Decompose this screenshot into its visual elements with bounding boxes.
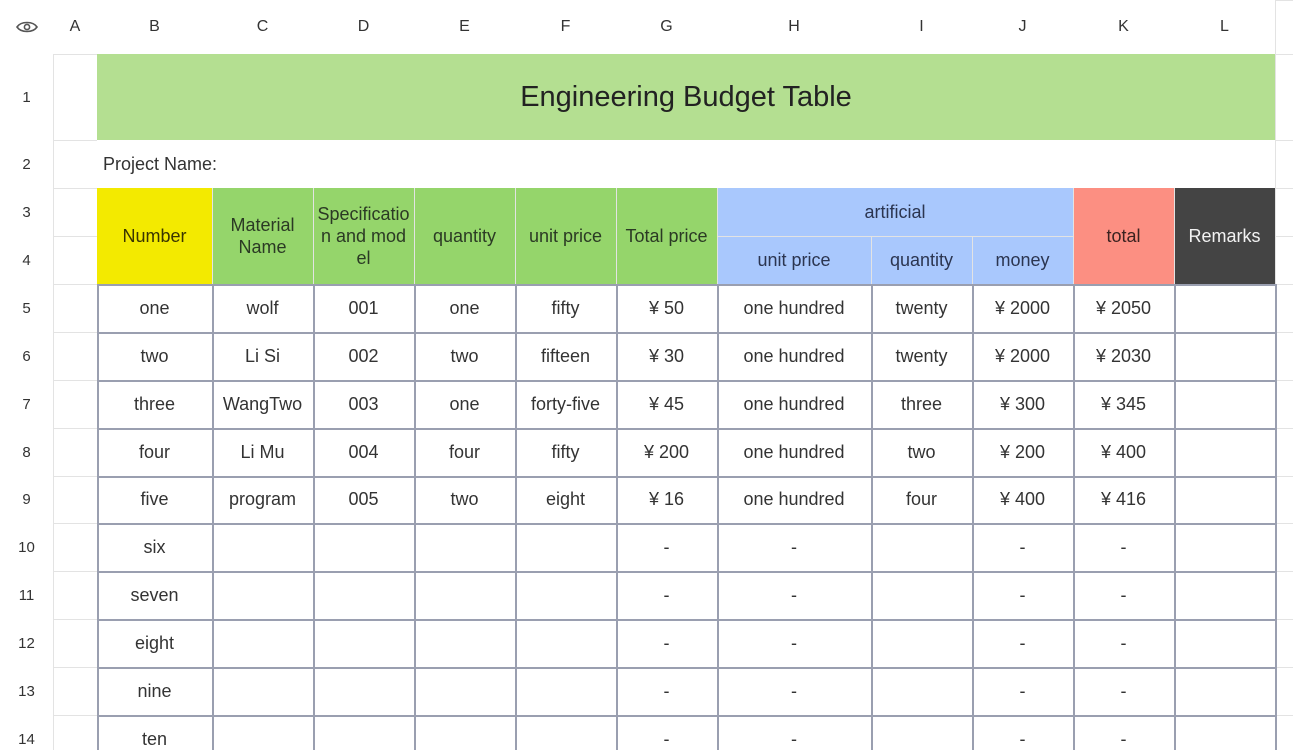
grid-line xyxy=(212,284,214,750)
table-cell[interactable]: - xyxy=(717,619,871,667)
table-cell[interactable] xyxy=(1174,523,1275,571)
table-cell[interactable]: - xyxy=(1073,571,1174,619)
column-header[interactable]: K xyxy=(1073,0,1174,54)
table-cell[interactable] xyxy=(515,523,616,571)
column-header[interactable]: J xyxy=(972,0,1073,54)
table-cell[interactable]: one hundred xyxy=(717,284,871,332)
table-cell[interactable] xyxy=(515,619,616,667)
header-art-money[interactable]: money xyxy=(972,236,1073,284)
grid-line xyxy=(97,284,1275,286)
table-cell[interactable] xyxy=(1174,571,1275,619)
table-cell[interactable]: one hundred xyxy=(717,380,871,428)
table-cell[interactable]: 005 xyxy=(313,476,414,523)
table-cell[interactable]: seven xyxy=(97,571,212,619)
table-cell[interactable]: - xyxy=(972,619,1073,667)
grid-line xyxy=(1073,188,1074,284)
grid-line xyxy=(97,284,99,750)
grid-line xyxy=(97,667,1275,669)
column-header[interactable]: I xyxy=(871,0,972,54)
grid-line xyxy=(97,571,1275,573)
table-cell[interactable]: ¥ 416 xyxy=(1073,476,1174,523)
table-cell[interactable]: four xyxy=(97,428,212,476)
table-cell[interactable]: Li Si xyxy=(212,332,313,380)
grid-line xyxy=(871,284,873,750)
column-header[interactable]: D xyxy=(313,0,414,54)
table-cell[interactable]: two xyxy=(97,332,212,380)
grid-line xyxy=(414,188,415,284)
grid-line xyxy=(1174,188,1175,284)
table-cell[interactable] xyxy=(212,523,313,571)
column-header[interactable]: H xyxy=(717,0,871,54)
grid-line xyxy=(313,284,315,750)
table-cell[interactable]: 004 xyxy=(313,428,414,476)
grid-line xyxy=(97,523,1275,525)
row-header[interactable]: 14 xyxy=(0,715,53,750)
table-cell[interactable]: one xyxy=(414,380,515,428)
table-cell[interactable] xyxy=(414,715,515,750)
table-cell[interactable]: ¥ 30 xyxy=(616,332,717,380)
header-total[interactable]: total xyxy=(1073,188,1174,284)
table-cell[interactable]: - xyxy=(616,523,717,571)
table-cell[interactable] xyxy=(212,715,313,750)
table-cell[interactable]: ¥ 16 xyxy=(616,476,717,523)
row-header[interactable]: 1 xyxy=(0,54,53,140)
grid-line xyxy=(414,284,416,750)
row-header[interactable]: 12 xyxy=(0,619,53,667)
table-cell[interactable]: 003 xyxy=(313,380,414,428)
table-cell[interactable] xyxy=(414,571,515,619)
table-cell[interactable] xyxy=(212,667,313,715)
table-cell[interactable]: one hundred xyxy=(717,476,871,523)
table-cell[interactable]: ten xyxy=(97,715,212,750)
table-cell[interactable]: three xyxy=(871,380,972,428)
header-specification[interactable]: Specification and model xyxy=(313,188,414,284)
table-cell[interactable] xyxy=(414,667,515,715)
header-number[interactable]: Number xyxy=(97,188,212,284)
grid-line xyxy=(972,236,973,284)
table-cell[interactable]: Li Mu xyxy=(212,428,313,476)
table-cell[interactable]: - xyxy=(972,523,1073,571)
grid-line xyxy=(97,380,1275,382)
table-cell[interactable] xyxy=(515,715,616,750)
table-cell[interactable]: - xyxy=(616,571,717,619)
grid-line xyxy=(515,188,516,284)
grid-line xyxy=(97,715,1275,717)
table-cell[interactable]: - xyxy=(1073,523,1174,571)
table-cell[interactable]: eight xyxy=(515,476,616,523)
table-cell[interactable]: fifteen xyxy=(515,332,616,380)
sheet-title[interactable]: Engineering Budget Table xyxy=(97,54,1275,140)
table-cell[interactable]: ¥ 2000 xyxy=(972,332,1073,380)
table-cell[interactable]: - xyxy=(717,571,871,619)
table-cell[interactable]: ¥ 45 xyxy=(616,380,717,428)
grid-line xyxy=(97,476,1275,478)
table-cell[interactable]: ¥ 400 xyxy=(1073,428,1174,476)
grid-line xyxy=(97,428,1275,430)
table-cell[interactable]: - xyxy=(972,571,1073,619)
table-cell[interactable] xyxy=(871,571,972,619)
table-cell[interactable]: - xyxy=(972,715,1073,750)
table-cell[interactable]: one xyxy=(414,284,515,332)
table-cell[interactable] xyxy=(871,523,972,571)
column-header[interactable]: G xyxy=(616,0,717,54)
row-header[interactable]: 4 xyxy=(0,236,53,284)
table-cell[interactable]: twenty xyxy=(871,284,972,332)
grid-line xyxy=(717,284,719,750)
table-cell[interactable]: one hundred xyxy=(717,428,871,476)
table-cell[interactable]: ¥ 2050 xyxy=(1073,284,1174,332)
table-cell[interactable]: program xyxy=(212,476,313,523)
eye-icon xyxy=(16,20,38,34)
table-cell[interactable] xyxy=(515,667,616,715)
table-cell[interactable]: ¥ 2000 xyxy=(972,284,1073,332)
row-header[interactable]: 3 xyxy=(0,188,53,236)
grid-line xyxy=(717,188,718,284)
row-header[interactable]: 5 xyxy=(0,284,53,332)
grid-line xyxy=(616,284,618,750)
header-quantity[interactable]: quantity xyxy=(414,188,515,284)
table-cell[interactable] xyxy=(313,523,414,571)
table-cell[interactable]: WangTwo xyxy=(212,380,313,428)
table-cell[interactable]: twenty xyxy=(871,332,972,380)
row-header[interactable]: 13 xyxy=(0,667,53,715)
table-cell[interactable]: - xyxy=(616,715,717,750)
table-cell[interactable]: - xyxy=(616,667,717,715)
column-header[interactable]: B xyxy=(97,0,212,54)
table-cell[interactable] xyxy=(313,619,414,667)
table-cell[interactable] xyxy=(1174,380,1275,428)
table-cell[interactable]: ¥ 300 xyxy=(972,380,1073,428)
project-name-label[interactable]: Project Name: xyxy=(97,140,1275,188)
grid-line xyxy=(871,236,872,284)
table-cell[interactable]: one hundred xyxy=(717,332,871,380)
table-cell[interactable] xyxy=(871,715,972,750)
row-header[interactable]: 7 xyxy=(0,380,53,428)
table-cell[interactable]: ¥ 345 xyxy=(1073,380,1174,428)
table-cell[interactable]: two xyxy=(414,476,515,523)
grid-line xyxy=(53,0,54,750)
header-artificial[interactable]: artificial xyxy=(717,188,1073,236)
column-header[interactable]: A xyxy=(53,0,97,54)
table-cell[interactable]: - xyxy=(1073,715,1174,750)
table-cell[interactable]: - xyxy=(972,667,1073,715)
row-header[interactable]: 10 xyxy=(0,523,53,571)
table-cell[interactable]: forty-five xyxy=(515,380,616,428)
column-header[interactable]: F xyxy=(515,0,616,54)
table-cell[interactable]: ¥ 400 xyxy=(972,476,1073,523)
column-header[interactable]: C xyxy=(212,0,313,54)
grid-line xyxy=(1073,284,1075,750)
table-cell[interactable]: fifty xyxy=(515,284,616,332)
header-unit-price[interactable]: unit price xyxy=(515,188,616,284)
table-cell[interactable] xyxy=(1174,715,1275,750)
grid-line xyxy=(1174,284,1176,750)
table-cell[interactable]: ¥ 2030 xyxy=(1073,332,1174,380)
grid-line xyxy=(212,188,213,284)
table-cell[interactable]: - xyxy=(616,619,717,667)
header-total-price[interactable]: Total price xyxy=(616,188,717,284)
table-cell[interactable]: - xyxy=(717,523,871,571)
column-header[interactable]: E xyxy=(414,0,515,54)
header-remarks[interactable]: Remarks xyxy=(1174,188,1275,284)
grid-line xyxy=(97,332,1275,334)
grid-line xyxy=(616,188,617,284)
table-cell[interactable] xyxy=(1174,667,1275,715)
table-cell[interactable]: fifty xyxy=(515,428,616,476)
grid-line xyxy=(972,284,974,750)
header-art-unit-price[interactable]: unit price xyxy=(717,236,871,284)
table-cell[interactable]: 001 xyxy=(313,284,414,332)
table-cell[interactable] xyxy=(212,571,313,619)
table-cell[interactable] xyxy=(1174,332,1275,380)
table-cell[interactable] xyxy=(1174,284,1275,332)
grid-line xyxy=(97,619,1275,621)
table-cell[interactable]: four xyxy=(871,476,972,523)
table-cell[interactable]: nine xyxy=(97,667,212,715)
table-cell[interactable]: ¥ 50 xyxy=(616,284,717,332)
header-art-quantity[interactable]: quantity xyxy=(871,236,972,284)
table-cell[interactable] xyxy=(1174,619,1275,667)
row-header[interactable]: 6 xyxy=(0,332,53,380)
table-cell[interactable] xyxy=(313,571,414,619)
grid-line xyxy=(313,188,314,284)
table-cell[interactable] xyxy=(414,619,515,667)
row-header[interactable]: 11 xyxy=(0,571,53,619)
table-cell[interactable]: - xyxy=(1073,619,1174,667)
table-cell[interactable]: four xyxy=(414,428,515,476)
table-cell[interactable]: - xyxy=(717,715,871,750)
table-cell[interactable] xyxy=(212,619,313,667)
column-header[interactable]: L xyxy=(1174,0,1275,54)
table-cell[interactable]: wolf xyxy=(212,284,313,332)
table-cell[interactable] xyxy=(871,619,972,667)
table-cell[interactable]: ¥ 200 xyxy=(972,428,1073,476)
table-cell[interactable] xyxy=(313,715,414,750)
select-all-corner[interactable] xyxy=(0,0,53,54)
table-cell[interactable] xyxy=(1174,476,1275,523)
row-header[interactable]: 9 xyxy=(0,476,53,523)
table-cell[interactable]: six xyxy=(97,523,212,571)
header-material-name[interactable]: Material Name xyxy=(212,188,313,284)
table-cell[interactable] xyxy=(871,667,972,715)
grid-line xyxy=(717,236,1073,237)
table-cell[interactable]: one xyxy=(97,284,212,332)
row-header[interactable]: 8 xyxy=(0,428,53,476)
table-cell[interactable] xyxy=(313,667,414,715)
table-cell[interactable]: two xyxy=(871,428,972,476)
grid-line xyxy=(515,284,517,750)
table-cell[interactable] xyxy=(1174,428,1275,476)
table-cell[interactable] xyxy=(515,571,616,619)
table-cell[interactable]: ¥ 200 xyxy=(616,428,717,476)
table-cell[interactable]: - xyxy=(1073,667,1174,715)
table-cell[interactable]: five xyxy=(97,476,212,523)
table-cell[interactable]: - xyxy=(717,667,871,715)
table-cell[interactable]: two xyxy=(414,332,515,380)
table-cell[interactable]: 002 xyxy=(313,332,414,380)
row-header[interactable]: 2 xyxy=(0,140,53,188)
table-cell[interactable]: three xyxy=(97,380,212,428)
grid-line xyxy=(1275,284,1277,750)
table-cell[interactable]: eight xyxy=(97,619,212,667)
table-cell[interactable] xyxy=(414,523,515,571)
